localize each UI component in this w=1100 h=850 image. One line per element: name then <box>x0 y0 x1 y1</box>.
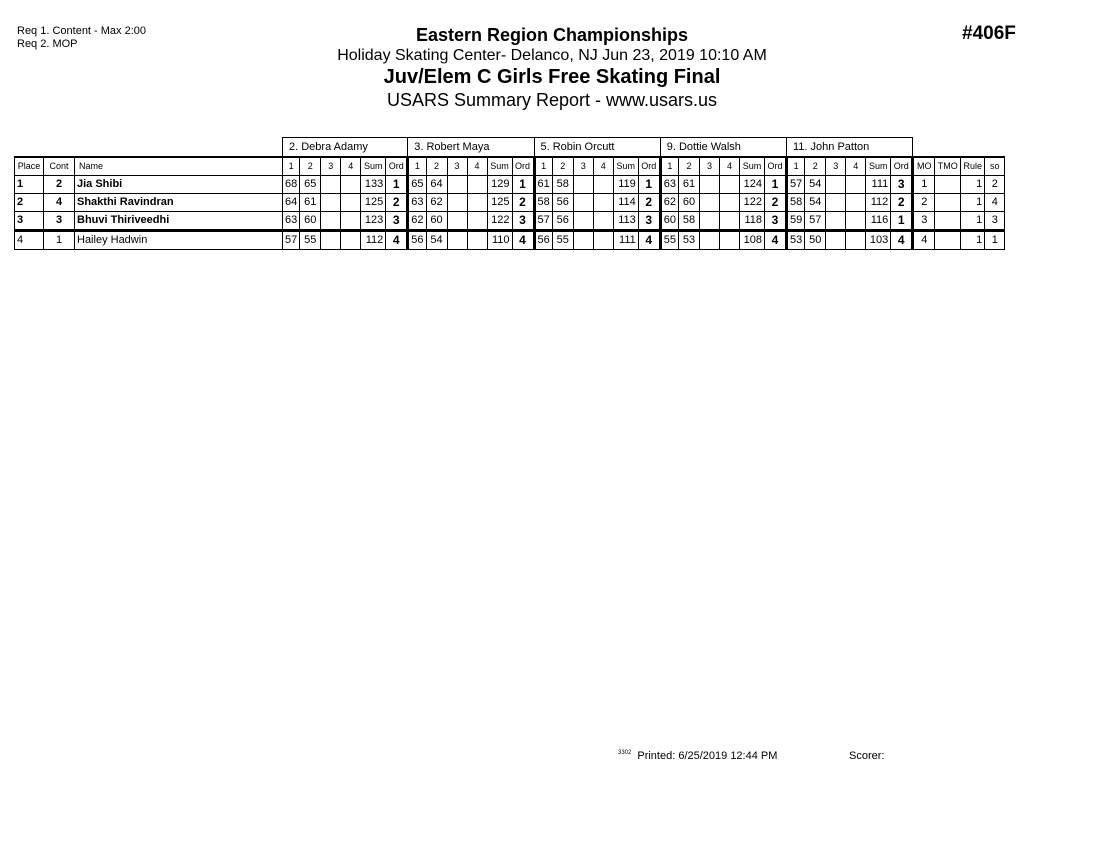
judge-3-col-sum: Sum <box>613 157 638 176</box>
judge-3-mark-2-cell: 56 <box>552 194 573 212</box>
judge-5-mark-4-cell <box>846 176 866 194</box>
judge-5-col-ord: Ord <box>891 157 913 176</box>
so-cell: 3 <box>985 212 1005 231</box>
judge-4-mark-2-cell: 61 <box>679 176 700 194</box>
judge-3-ordinal-cell: 2 <box>638 194 660 212</box>
judge-3-sum-cell: 119 <box>613 176 638 194</box>
judge-4-sum-cell: 108 <box>740 231 765 250</box>
judge-1-mark-2-cell: 65 <box>300 176 321 194</box>
judge-2-mark-3-cell <box>447 194 467 212</box>
judge-2-mark-2-cell: 54 <box>426 231 447 250</box>
tmo-cell <box>935 212 961 231</box>
judge-5-mark-4-cell <box>846 212 866 231</box>
judge-4-col-c4: 4 <box>720 157 740 176</box>
judge-5-mark-2-cell: 54 <box>805 176 826 194</box>
judge-1-mark-4-cell <box>341 231 361 250</box>
event-number: #406F <box>962 23 1016 44</box>
judge-5-mark-3-cell <box>826 194 846 212</box>
judge-2-sum-cell: 125 <box>487 194 512 212</box>
judge-5-mark-3-cell <box>826 176 846 194</box>
judge-1-mark-3-cell <box>321 231 341 250</box>
judge-5-mark-1-cell: 57 <box>787 176 805 194</box>
judge-4-mark-3-cell <box>700 212 720 231</box>
judge-4-mark-3-cell <box>700 176 720 194</box>
judge-2-mark-3-cell <box>447 176 467 194</box>
printed-info <box>618 750 777 762</box>
judge-4-mark-1-cell: 55 <box>660 231 678 250</box>
judge-5-col-c3: 3 <box>826 157 846 176</box>
judge-5-mark-2-cell: 50 <box>805 231 826 250</box>
judge-3-mark-3-cell <box>573 176 593 194</box>
judge-5-mark-3-cell <box>826 231 846 250</box>
judge-5-mark-1-cell: 53 <box>787 231 805 250</box>
event-title: Juv/Elem C Girls Free Skating Final <box>383 66 721 88</box>
so-cell: 2 <box>985 176 1005 194</box>
judge-2-ordinal-cell: 3 <box>512 212 534 231</box>
judge-1-col-c1: 1 <box>283 157 300 176</box>
judge-3-col-c2: 2 <box>552 157 573 176</box>
judge-3-mark-3-cell <box>573 231 593 250</box>
scorer-label: Scorer: <box>849 750 885 762</box>
judge-2-sum-cell: 122 <box>487 212 512 231</box>
result-row <box>15 231 1005 250</box>
judge-2-mark-3-cell <box>447 212 467 231</box>
venue-date: Holiday Skating Center- Delanco, NJ Jun 23, 2019 10:10 AM <box>337 47 767 64</box>
judge-1-col-c2: 2 <box>300 157 321 176</box>
contestant-number-cell: 2 <box>44 176 75 194</box>
judge-1-ordinal-cell: 1 <box>386 176 408 194</box>
judge-3-mark-4-cell <box>593 194 613 212</box>
mo-cell: 4 <box>913 231 935 250</box>
judge-5: 11. John Patton <box>787 138 913 158</box>
judge-2-ordinal-cell: 1 <box>512 176 534 194</box>
judge-5-mark-2-cell: 54 <box>805 194 826 212</box>
judge-1-sum-cell: 123 <box>361 212 386 231</box>
column-header-row <box>15 157 1005 176</box>
judge-1-col-sum: Sum <box>361 157 386 176</box>
judge-4-mark-3-cell <box>700 231 720 250</box>
judge-4: 9. Dottie Walsh <box>660 138 786 158</box>
judge-1-col-c3: 3 <box>321 157 341 176</box>
judge-4-mark-2-cell: 58 <box>679 212 700 231</box>
col-place: Place <box>15 157 44 176</box>
judge-1-mark-4-cell <box>341 194 361 212</box>
judge-2-col-ord: Ord <box>512 157 534 176</box>
judge-4-mark-3-cell <box>700 194 720 212</box>
judge-1-sum-cell: 112 <box>361 231 386 250</box>
judge-2-mark-4-cell <box>467 194 487 212</box>
judge-3-col-ord: Ord <box>638 157 660 176</box>
judge-5-sum-cell: 111 <box>866 176 891 194</box>
judge-2-mark-1-cell: 65 <box>408 176 426 194</box>
judge-1-mark-1-cell: 63 <box>283 212 300 231</box>
judge-5-col-c1: 1 <box>787 157 805 176</box>
judge-4-ordinal-cell: 2 <box>765 194 787 212</box>
judge-3-sum-cell: 114 <box>613 194 638 212</box>
mo-cell: 2 <box>913 194 935 212</box>
contestant-number-cell: 1 <box>44 231 75 250</box>
skater-name-cell: Shakthi Ravindran <box>75 194 283 212</box>
judge-3-mark-4-cell <box>593 176 613 194</box>
place-cell: 1 <box>15 176 44 194</box>
judge-4-ordinal-cell: 3 <box>765 212 787 231</box>
judge-2-mark-2-cell: 64 <box>426 176 447 194</box>
judge-5-ordinal-cell: 2 <box>891 194 913 212</box>
col-name: Name <box>75 157 283 176</box>
judge-3-mark-2-cell: 58 <box>552 176 573 194</box>
col-mo: MO <box>913 157 935 176</box>
judge-4-mark-4-cell <box>720 212 740 231</box>
so-cell: 4 <box>985 194 1005 212</box>
judge-5-sum-cell: 103 <box>866 231 891 250</box>
judge-3-mark-2-cell: 56 <box>552 212 573 231</box>
judge-1-mark-2-cell: 55 <box>300 231 321 250</box>
place-cell: 4 <box>15 231 44 250</box>
judge-5-mark-2-cell: 57 <box>805 212 826 231</box>
judge-4-mark-1-cell: 62 <box>660 194 678 212</box>
judge-1-mark-1-cell: 57 <box>283 231 300 250</box>
judge-5-col-c2: 2 <box>805 157 826 176</box>
judge-2-mark-4-cell <box>467 231 487 250</box>
judge-1-sum-cell: 133 <box>361 176 386 194</box>
report-header <box>220 24 884 112</box>
result-row <box>15 212 1005 231</box>
judge-4-mark-4-cell <box>720 231 740 250</box>
judge-2-sum-cell: 129 <box>487 176 512 194</box>
judge-5-sum-cell: 112 <box>866 194 891 212</box>
judge-3-mark-3-cell <box>573 212 593 231</box>
requirement-1: Req 1. Content - Max 2:00 <box>17 25 147 37</box>
judge-4-ordinal-cell: 1 <box>765 176 787 194</box>
judge-4-col-ord: Ord <box>765 157 787 176</box>
judge-5-mark-1-cell: 58 <box>787 194 805 212</box>
col-so: so <box>985 157 1005 176</box>
judge-3-mark-1-cell: 56 <box>534 231 552 250</box>
judge-2-sum-cell: 110 <box>487 231 512 250</box>
judge-3-ordinal-cell: 4 <box>638 231 660 250</box>
judge-4-col-c1: 1 <box>660 157 678 176</box>
judge-4-mark-1-cell: 63 <box>660 176 678 194</box>
judge-2-col-sum: Sum <box>487 157 512 176</box>
judge-1-col-ord: Ord <box>386 157 408 176</box>
judge-4-mark-2-cell: 53 <box>679 231 700 250</box>
judge-1-mark-3-cell <box>321 194 341 212</box>
judge-1-mark-3-cell <box>321 176 341 194</box>
judge-4-ordinal-cell: 4 <box>765 231 787 250</box>
competition-title: Eastern Region Championships <box>415 25 689 45</box>
judge-2-col-c4: 4 <box>467 157 487 176</box>
results-table <box>14 137 1005 250</box>
report-title: USARS Summary Report - www.usars.us <box>386 90 718 110</box>
judge-5-ordinal-cell: 4 <box>891 231 913 250</box>
judge-5-ordinal-cell: 3 <box>891 176 913 194</box>
judge-4-mark-4-cell <box>720 176 740 194</box>
judge-2-col-c3: 3 <box>447 157 467 176</box>
judge-1-ordinal-cell: 2 <box>386 194 408 212</box>
judge-5-mark-4-cell <box>846 194 866 212</box>
judge-4-sum-cell: 118 <box>740 212 765 231</box>
result-row <box>15 194 1005 212</box>
judge-4-col-sum: Sum <box>740 157 765 176</box>
requirement-2: Req 2. MOP <box>17 38 78 50</box>
judge-4-sum-cell: 122 <box>740 194 765 212</box>
judge-3-ordinal-cell: 1 <box>638 176 660 194</box>
report-code: 3302 <box>618 750 632 756</box>
judge-3-mark-4-cell <box>593 231 613 250</box>
tmo-cell <box>935 176 961 194</box>
judge-2-col-c1: 1 <box>408 157 426 176</box>
judge-3-mark-3-cell <box>573 194 593 212</box>
judge-5-col-c4: 4 <box>846 157 866 176</box>
col-cont: Cont <box>44 157 75 176</box>
judge-3-sum-cell: 111 <box>613 231 638 250</box>
judge-1-sum-cell: 125 <box>361 194 386 212</box>
rule-cell: 1 <box>961 176 985 194</box>
judge-4-mark-4-cell <box>720 194 740 212</box>
judge-3-mark-2-cell: 55 <box>552 231 573 250</box>
tmo-cell <box>935 231 961 250</box>
judge-1: 2. Debra Adamy <box>283 138 408 158</box>
judge-5-col-sum: Sum <box>866 157 891 176</box>
so-cell: 1 <box>985 231 1005 250</box>
judge-1-ordinal-cell: 4 <box>386 231 408 250</box>
judge-5-sum-cell: 116 <box>866 212 891 231</box>
mo-cell: 1 <box>913 176 935 194</box>
place-cell: 3 <box>15 212 44 231</box>
judge-2-ordinal-cell: 4 <box>512 231 534 250</box>
judge-1-col-c4: 4 <box>341 157 361 176</box>
judge-3-mark-4-cell <box>593 212 613 231</box>
judge-3-mark-1-cell: 58 <box>534 194 552 212</box>
mo-cell: 3 <box>913 212 935 231</box>
skater-name-cell: Jia Shibi <box>75 176 283 194</box>
requirements-list <box>17 25 146 51</box>
rule-cell: 1 <box>961 212 985 231</box>
judge-1-mark-2-cell: 60 <box>300 212 321 231</box>
judge-1-mark-1-cell: 68 <box>283 176 300 194</box>
place-cell: 2 <box>15 194 44 212</box>
judge-2-mark-3-cell <box>447 231 467 250</box>
judge-4-mark-2-cell: 60 <box>679 194 700 212</box>
rule-cell: 1 <box>961 194 985 212</box>
judge-5-mark-4-cell <box>846 231 866 250</box>
judge-4-col-c2: 2 <box>679 157 700 176</box>
judge-2-ordinal-cell: 2 <box>512 194 534 212</box>
rule-cell: 1 <box>961 231 985 250</box>
judge-3-col-c3: 3 <box>573 157 593 176</box>
contestant-number-cell: 3 <box>44 212 75 231</box>
skater-name-cell: Hailey Hadwin <box>75 231 283 250</box>
judge-2-mark-4-cell <box>467 176 487 194</box>
col-rule: Rule <box>961 157 985 176</box>
judge-3-ordinal-cell: 3 <box>638 212 660 231</box>
judge-3-sum-cell: 113 <box>613 212 638 231</box>
contestant-number-cell: 4 <box>44 194 75 212</box>
judge-3-mark-1-cell: 57 <box>534 212 552 231</box>
judge-1-mark-2-cell: 61 <box>300 194 321 212</box>
judge-2-mark-2-cell: 62 <box>426 194 447 212</box>
judge-5-mark-1-cell: 59 <box>787 212 805 231</box>
judge-1-mark-1-cell: 64 <box>283 194 300 212</box>
skater-name-cell: Bhuvi Thiriveedhi <box>75 212 283 231</box>
judge-3: 5. Robin Orcutt <box>534 138 660 158</box>
judge-2-col-c2: 2 <box>426 157 447 176</box>
printed-date: Printed: 6/25/2019 12:44 PM <box>637 750 778 762</box>
judge-1-mark-3-cell <box>321 212 341 231</box>
judge-2-mark-2-cell: 60 <box>426 212 447 231</box>
judge-5-mark-3-cell <box>826 212 846 231</box>
result-row <box>15 176 1005 194</box>
col-tmo: TMO <box>935 157 961 176</box>
judge-4-mark-1-cell: 60 <box>660 212 678 231</box>
judge-4-col-c3: 3 <box>700 157 720 176</box>
judge-4-sum-cell: 124 <box>740 176 765 194</box>
judge-2-mark-1-cell: 63 <box>408 194 426 212</box>
judge-1-mark-4-cell <box>341 212 361 231</box>
judge-3-mark-1-cell: 61 <box>534 176 552 194</box>
judge-1-ordinal-cell: 3 <box>386 212 408 231</box>
judge-5-ordinal-cell: 1 <box>891 212 913 231</box>
judge-2: 3. Robert Maya <box>408 138 534 158</box>
judges-row <box>15 138 1005 158</box>
judge-2-mark-1-cell: 56 <box>408 231 426 250</box>
judge-3-col-c4: 4 <box>593 157 613 176</box>
tmo-cell <box>935 194 961 212</box>
judge-1-mark-4-cell <box>341 176 361 194</box>
judge-2-mark-4-cell <box>467 212 487 231</box>
judge-3-col-c1: 1 <box>534 157 552 176</box>
judge-2-mark-1-cell: 62 <box>408 212 426 231</box>
